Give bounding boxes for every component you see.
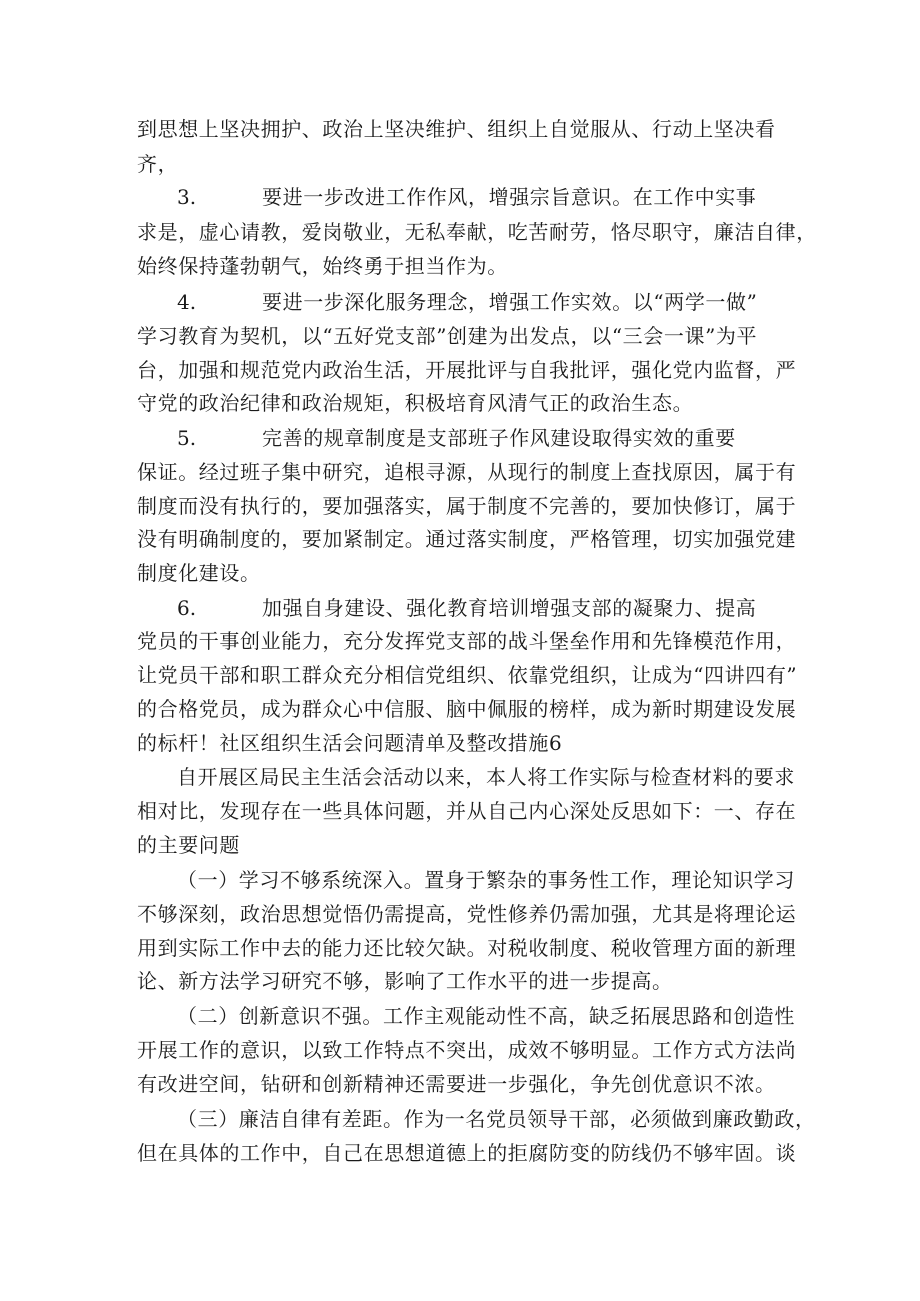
text-line: 始终保持蓬勃朝气，始终勇于担当作为。 — [137, 254, 508, 278]
text-line: 制度化建设。 — [137, 561, 261, 585]
text-line: 论、新方法学习研究不够，影响了工作水平的进一步提高。 — [137, 969, 673, 993]
text-line: 要进一步改进工作作风，增强宗旨意识。在工作中实事 — [262, 185, 757, 209]
text-line: （二）创新意识不强。工作主观能动性不高，缺乏拓展思路和创造性 — [177, 1004, 795, 1028]
text-line: 没有明确制度的，要加紧制定。通过落实制度，严格管理，切实加强党建 — [137, 527, 797, 551]
text-line: 用到实际工作中去的能力还比较欠缺。对税收制度、税收管理方面的新理 — [137, 936, 797, 960]
text-line: 加强自身建设、强化教育培训增强支部的凝聚力、提高 — [262, 596, 757, 620]
text-line: 不够深刻，政治思想觉悟仍需提高，党性修养仍需加强，尤其是将理论运 — [137, 902, 797, 926]
text-line: 党员的干事创业能力，充分发挥党支部的战斗堡垒作用和先锋模范作用， — [137, 629, 797, 653]
text-line: 守党的政治纪律和政治规矩，积极培育风清气正的政治生态。 — [137, 391, 694, 415]
text-line: 有改进空间，钻研和创新精神还需要进一步强化，争先创优意识不浓。 — [137, 1072, 776, 1096]
text-line: 的主要问题 — [137, 833, 240, 857]
text-line: 的标杆！社区组织生活会问题清单及整改措施6 — [137, 731, 563, 755]
text-line: 齐， — [137, 152, 179, 176]
text-line: 相对比，发现存在一些具体问题，并从自己内心深处反思如下：一、存在 — [137, 799, 797, 823]
text-line: 但在具体的工作中，自己在思想道德上的拒腐防变的防线仍不够牢固。谈 — [137, 1141, 797, 1165]
text-line: 台，加强和规范党内政治生活，开展批评与自我批评，强化党内监督，严 — [137, 358, 797, 382]
list-number: 5. — [177, 426, 197, 450]
text-line: 到思想上坚决拥护、政治上坚决维护、组织上自觉服从、行动上坚决看 — [137, 117, 776, 141]
list-number: 3. — [177, 185, 197, 209]
text-line: 制度而没有执行的，要加强落实，属于制度不完善的，要加快修订，属于 — [137, 494, 797, 518]
text-line: 完善的规章制度是支部班子作风建设取得实效的重要 — [262, 426, 736, 450]
text-line: 开展工作的意识，以致工作特点不突出，成效不够明显。工作方式方法尚 — [137, 1038, 797, 1062]
text-line: 学习教育为契机，以“五好党支部”创建为出发点，以“三会一课”为平 — [137, 324, 758, 348]
text-line: （一）学习不够系统深入。置身于繁杂的事务性工作，理论知识学习 — [177, 868, 795, 892]
list-number: 4. — [177, 290, 197, 314]
text-line: 要进一步深化服务理念，增强工作实效。以“两学一做” — [262, 290, 758, 314]
text-line: （三）廉洁自律有差距。作为一名党员领导干部，必须做到廉政勤政， — [177, 1107, 816, 1131]
text-line: 保证。经过班子集中研究，追根寻源，从现行的制度上查找原因，属于有 — [137, 460, 797, 484]
text-line: 的合格党员，成为群众心中信服、脑中佩服的榜样，成为新时期建设发展 — [137, 697, 797, 721]
text-line: 求是，虚心请教，爱岗敬业，无私奉献，吃苦耐劳，恪尽职守，廉洁自律， — [137, 220, 817, 244]
text-line: 自开展区局民主生活会活动以来，本人将工作实际与检查材料的要求 — [177, 765, 795, 789]
list-number: 6. — [177, 596, 197, 620]
text-line: 让党员干部和职工群众充分相信党组织、依靠党组织，让成为“四讲四有” — [137, 663, 798, 687]
